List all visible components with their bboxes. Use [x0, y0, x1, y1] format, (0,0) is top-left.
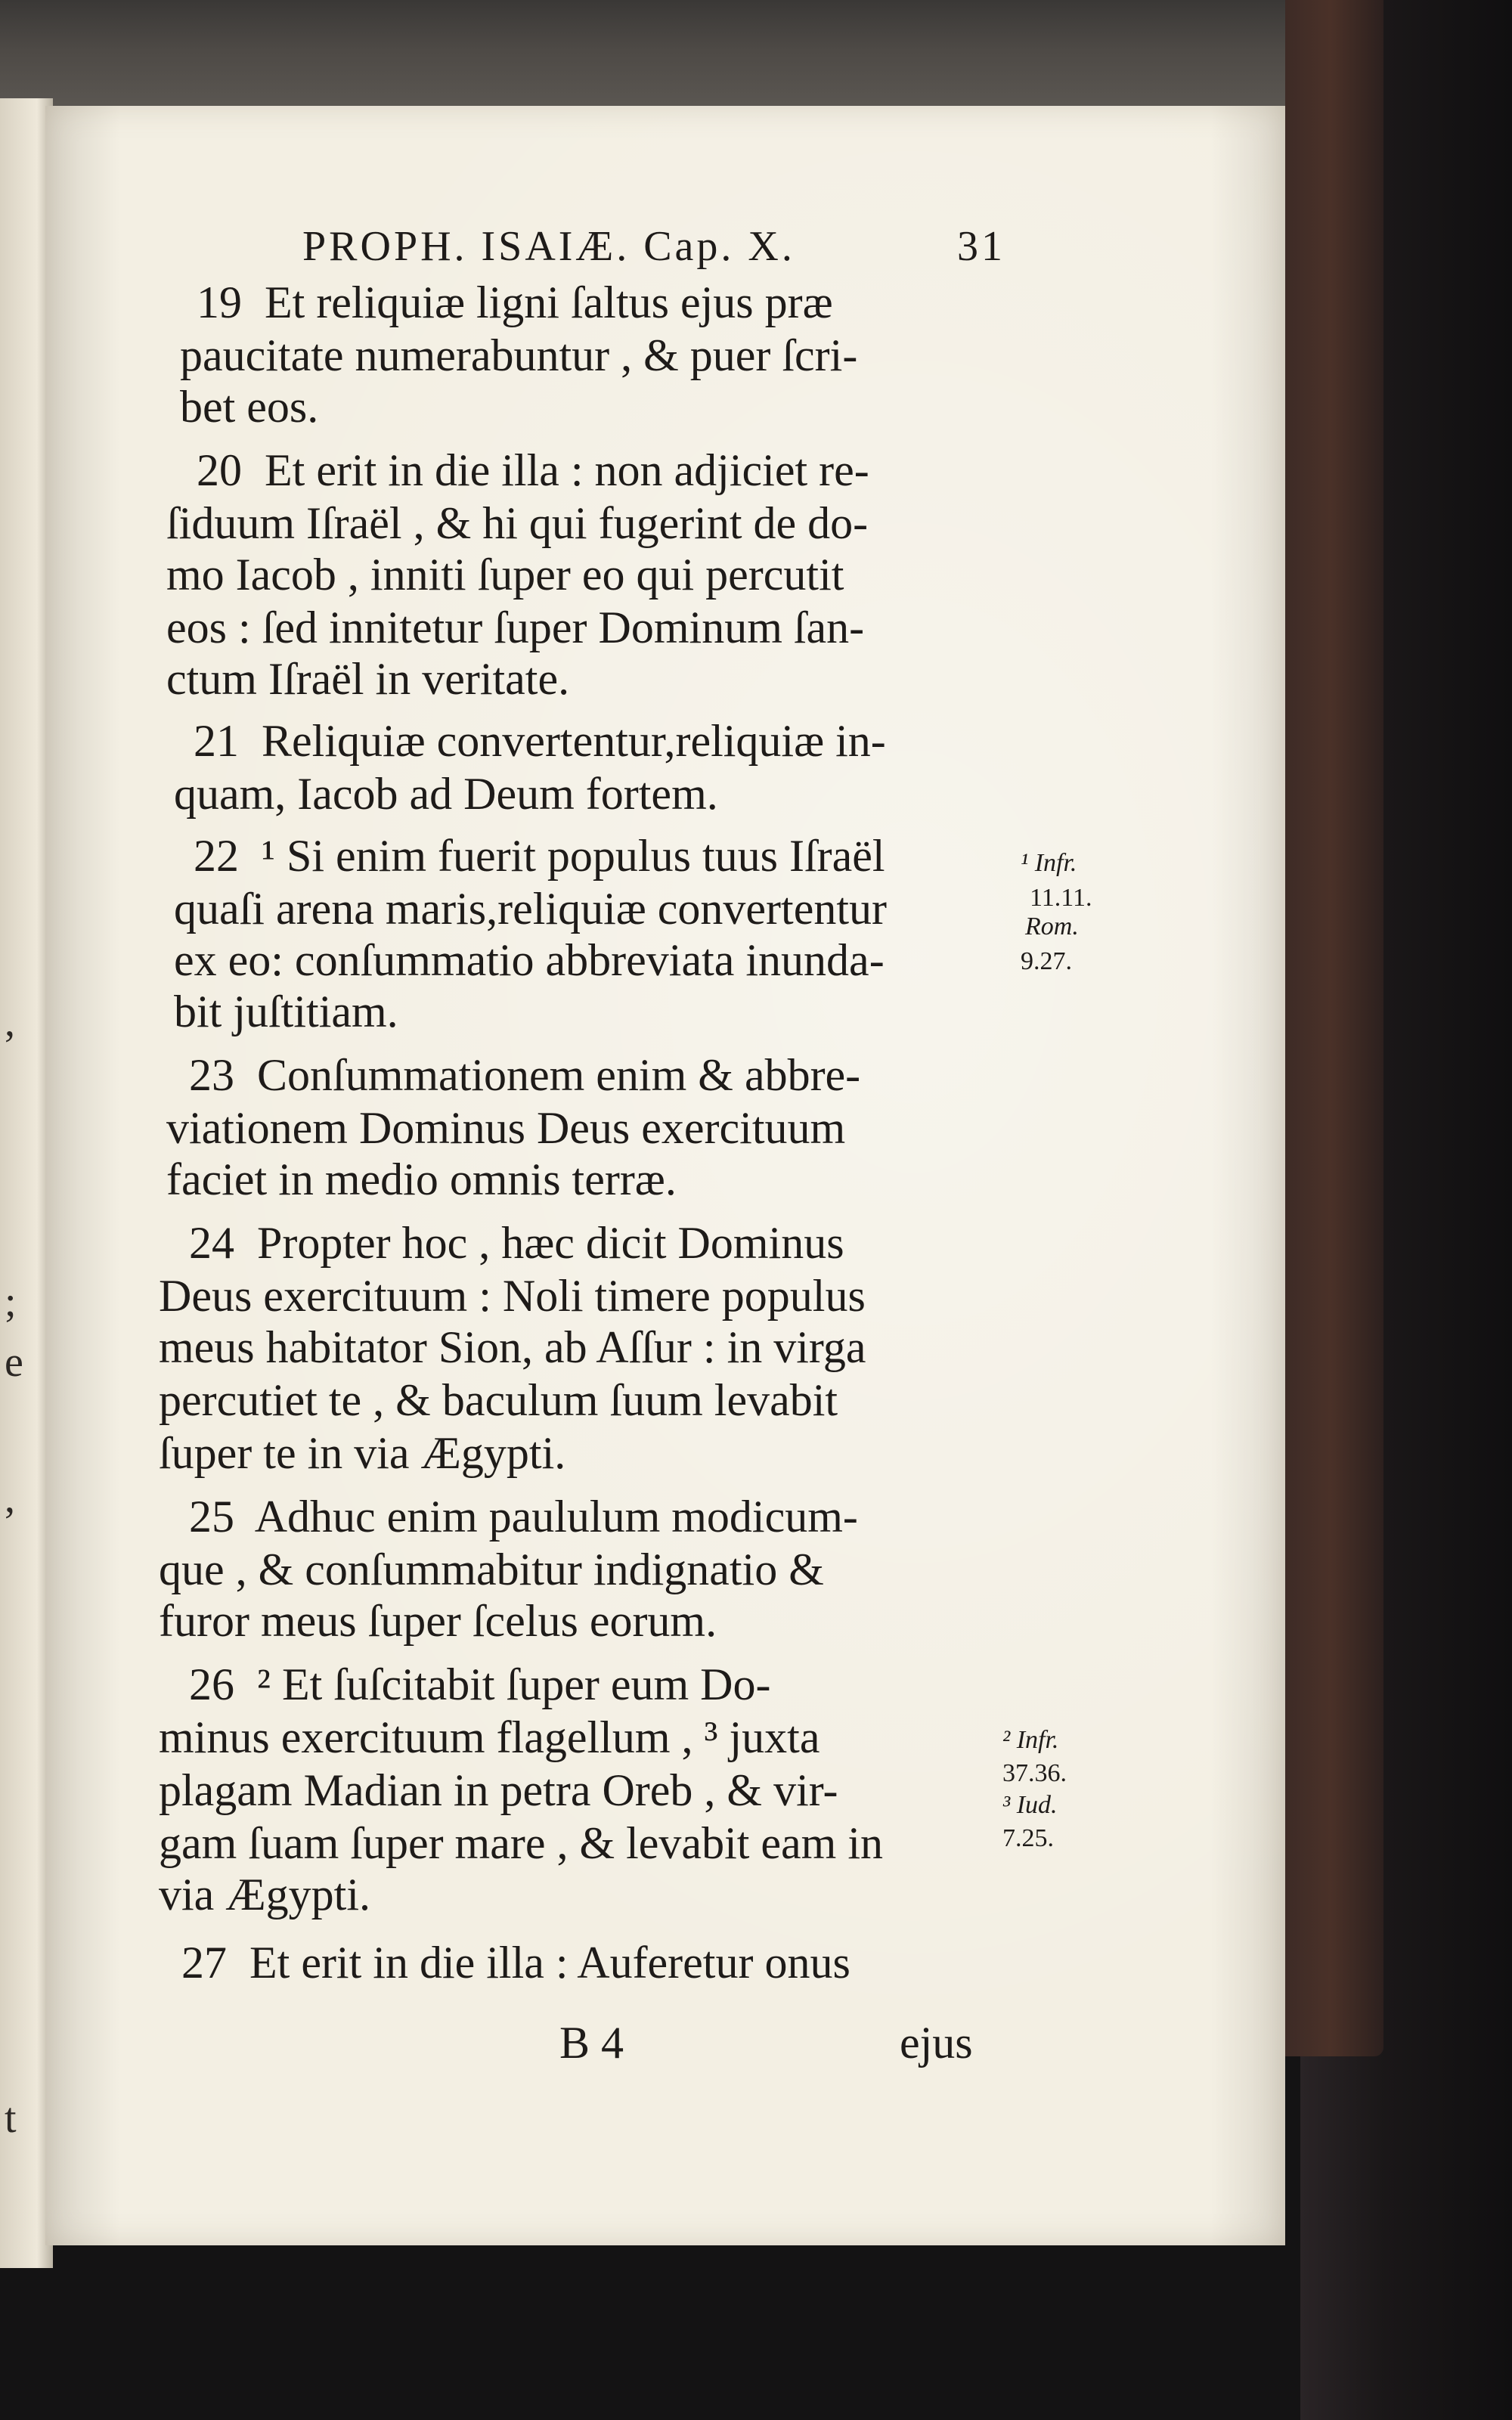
- text-line: 22 ¹ Si enim fuerit populus tuus Iſraël: [194, 831, 885, 881]
- margin-note: 37.36.: [1002, 1759, 1067, 1787]
- text-line: gam ſuam ſuper mare , & levabit eam in: [159, 1818, 884, 1868]
- margin-note: 11.11.: [1030, 884, 1092, 912]
- margin-note: ² Infr.: [1002, 1726, 1059, 1754]
- text-line: 20 Et erit in die illa : non adjiciet re-: [197, 445, 869, 495]
- text-line: quam, Iacob ad Deum fortem.: [174, 769, 718, 819]
- text-line: percutiet te , & baculum ſuum levabit: [159, 1375, 838, 1425]
- text-line: ex eo: conſummatio abbreviata inunda-: [174, 935, 885, 985]
- text-line: minus exercituum flagellum , ³ juxta: [159, 1712, 820, 1762]
- text-line: ctum Iſraël in veritate.: [166, 654, 570, 704]
- text-line: bit juſtitiam.: [174, 987, 398, 1036]
- book-cover-edge: [1278, 0, 1383, 2056]
- margin-note: 9.27.: [1021, 947, 1072, 975]
- text-line: que , & conſummabitur indignatio &: [159, 1545, 824, 1594]
- page-number: 31: [957, 223, 1005, 270]
- text-line: Deus exercituum : Noli timere populus: [159, 1271, 866, 1321]
- text-line: 23 Conſummationem enim & abbre-: [189, 1050, 861, 1100]
- margin-note: ³ Iud.: [1002, 1791, 1058, 1819]
- text-line: furor meus ſuper ſcelus eorum.: [159, 1596, 717, 1646]
- text-line: 26 ² Et ſuſcitabit ſuper eum Do-: [189, 1659, 771, 1709]
- facing-page-fragment: ,: [5, 999, 15, 1046]
- margin-note: Rom.: [1025, 913, 1079, 940]
- text-line: mo Iacob , inniti ſuper eo qui percutit: [166, 550, 844, 600]
- text-line: 25 Adhuc enim paululum modicum-: [189, 1492, 858, 1542]
- text-line: faciet in medio omnis terræ.: [166, 1154, 677, 1204]
- text-line: paucitate numerabuntur , & puer ſcri-: [180, 330, 858, 380]
- catchword: ejus: [900, 2018, 973, 2068]
- margin-note: ¹ Infr.: [1021, 849, 1077, 877]
- facing-page-fragment: ;: [5, 1278, 17, 1325]
- text-line: via Ægypti.: [159, 1870, 370, 1920]
- margin-note: 7.25.: [1002, 1824, 1054, 1852]
- text-line: meus habitator Sion, ab Aſſur : in virga: [159, 1322, 866, 1372]
- text-line: 19 Et reliquiæ ligni ſaltus ejus præ: [197, 277, 833, 327]
- book-page: [45, 106, 1285, 2245]
- text-line: 27 Et erit in die illa : Auferetur onus: [181, 1938, 850, 1988]
- facing-page-fragment: ,: [5, 1475, 15, 1522]
- text-line: bet eos.: [180, 382, 319, 432]
- text-line: eos : ſed innitetur ſuper Dominum ſan-: [166, 603, 865, 652]
- facing-page-fragment: e: [5, 1339, 23, 1386]
- text-line: 21 Reliquiæ convertentur,reliquiæ in-: [194, 716, 886, 766]
- facing-page-fragment: t: [5, 2095, 17, 2142]
- text-line: ſuper te in via Ægypti.: [159, 1428, 566, 1478]
- signature-mark: B 4: [559, 2018, 624, 2068]
- page-block-top-edge: [0, 0, 1285, 113]
- text-line: quaſi arena maris,reliquiæ convertentur: [174, 884, 887, 934]
- running-title: PROPH. ISAIÆ. Cap. X.: [302, 223, 795, 270]
- text-line: plagam Madian in petra Oreb , & vir-: [159, 1765, 838, 1815]
- text-line: viationem Dominus Deus exercituum: [166, 1103, 846, 1153]
- text-line: 24 Propter hoc , hæc dicit Dominus: [189, 1218, 844, 1268]
- text-line: ſiduum Iſraël , & hi qui fugerint de do-: [166, 498, 869, 548]
